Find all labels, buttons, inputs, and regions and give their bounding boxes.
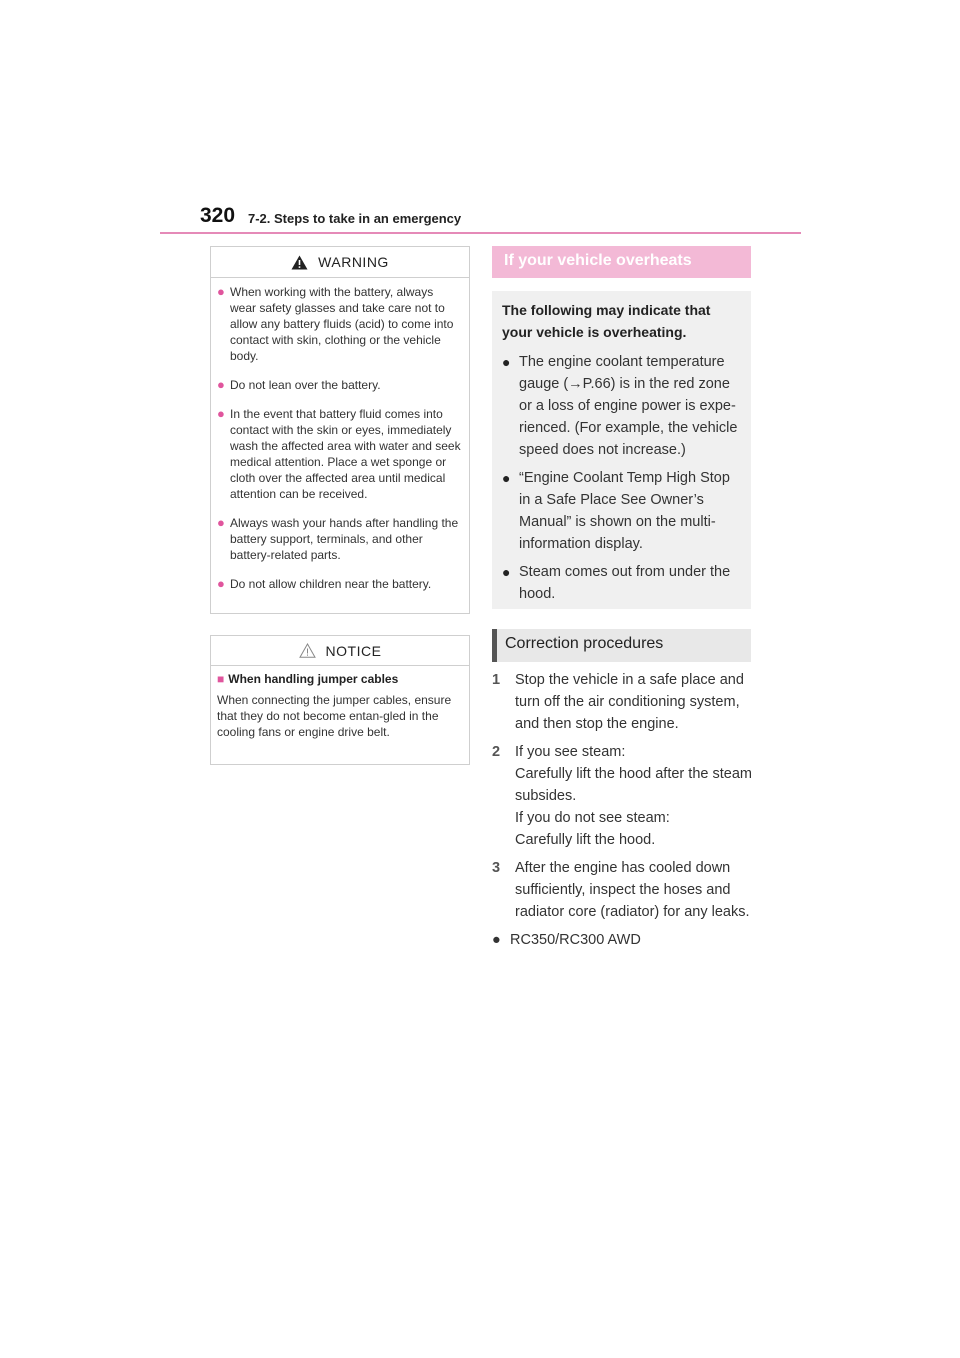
- bullet-dot-icon: ●: [217, 576, 225, 591]
- notice-title: NOTICE: [325, 642, 382, 659]
- caution-triangle-icon: [299, 643, 316, 658]
- warning-item: ● Always wash your hands after handling the battery support, terminals, and other battery-related parts.: [217, 515, 459, 562]
- warning-item: ● Do not allow children near the battery.: [217, 576, 432, 591]
- correction-steps: [492, 669, 754, 951]
- notice-text: When connecting the jumper cables, ensure that they do not become entan-gled in the cooling fans or engine drive belt.: [217, 693, 452, 739]
- warning-list: [211, 278, 469, 592]
- indicator-item: ● “Engine Coolant Temp High Stop in a Safe Place See Owner’s Manual” is shown on the multi-information display.: [502, 467, 741, 555]
- warning-header: [211, 247, 469, 278]
- overheat-heading: If your vehicle overheats: [492, 246, 751, 278]
- bullet-dot-icon: ●: [492, 932, 501, 948]
- bullet-dot-icon: ●: [502, 564, 511, 580]
- warning-item: ● Do not lean over the battery.: [217, 377, 381, 392]
- overheat-indicators: [492, 291, 751, 609]
- indicator-item: ● The engine coolant temperature gauge (→P.66) is in the red zone or a loss of engine power is expe-rienced. (For example, the vehicle speed does not increase.): [502, 351, 741, 461]
- step-text: After the engine has cooled down sufficiently, inspect the hoses and radiator core (radiator) for any leaks.: [515, 860, 750, 920]
- notice-box: [210, 635, 470, 765]
- bullet-dot-icon: ●: [502, 354, 511, 370]
- indicator-item: ● Steam comes out from under the hood.: [502, 561, 741, 605]
- bullet-dot-icon: ●: [217, 284, 225, 299]
- warning-item: ● When working with the battery, always wear safety glasses and take care not to allow any battery fluids (acid) to come into contact with skin, clothing or the vehicle body.: [217, 284, 454, 363]
- notice-header: [211, 636, 469, 666]
- step-text: If you do not see steam:: [515, 810, 670, 826]
- step-item: [492, 669, 754, 735]
- step-item: [492, 741, 754, 851]
- warning-item: ● In the event that battery fluid comes into contact with the skin or eyes, immediately wash the affected area with water and seek medical attention. Place a wet sponge or cloth over the affected area until medical attention can be received.: [217, 406, 461, 501]
- bullet-dot-icon: ●: [217, 406, 225, 421]
- correction-heading: Correction procedures: [492, 629, 751, 662]
- step-item: [492, 857, 754, 923]
- model-note: ● RC350/RC300 AWD: [492, 929, 754, 951]
- step-number: 2: [492, 744, 501, 760]
- step-text: Carefully lift the hood after the steam subsides.: [515, 766, 752, 804]
- indicator-intro: The following may indicate that your vehicle is overheating.: [502, 302, 711, 340]
- notice-subtitle: ■ When handling jumper cables: [217, 672, 399, 686]
- page-number: 320: [200, 204, 236, 227]
- warning-title: WARNING: [318, 254, 389, 270]
- step-text: Stop the vehicle in a safe place and turn off the air conditioning system, and then stop the engine.: [515, 672, 744, 732]
- square-bullet-icon: ■: [217, 672, 225, 686]
- warning-triangle-icon: [291, 255, 308, 270]
- header-rule: [160, 232, 801, 234]
- bullet-dot-icon: ●: [502, 470, 511, 486]
- warning-box: [210, 246, 470, 614]
- step-number: 3: [492, 860, 501, 876]
- step-text: Carefully lift the hood.: [515, 832, 656, 848]
- section-title: 7-2. Steps to take in an emergency: [248, 211, 462, 226]
- bullet-dot-icon: ●: [217, 377, 225, 392]
- step-number: 1: [492, 672, 501, 688]
- bullet-dot-icon: ●: [217, 515, 225, 530]
- step-text: If you see steam:: [515, 744, 626, 760]
